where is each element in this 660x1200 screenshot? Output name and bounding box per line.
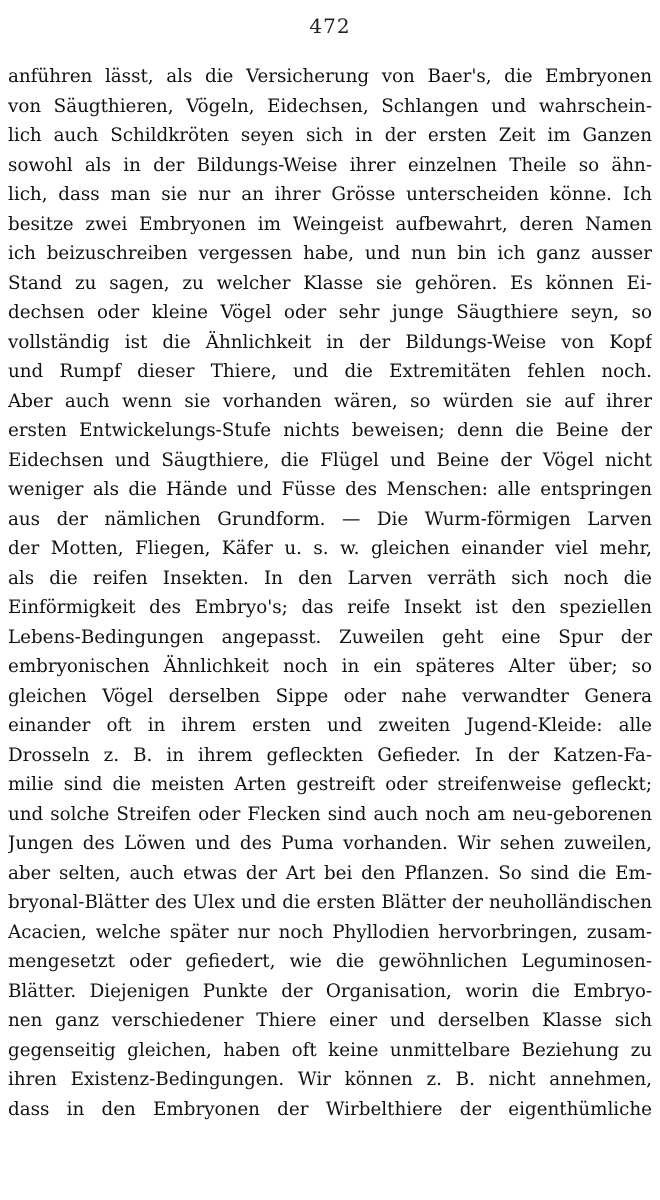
text-line: Acacien, welche später nur noch Phyllodien hervorbringen, zusam- (8, 921, 652, 943)
text-line: bryonal-Blätter des Ulex und die ersten Blätter der neuholländischen (8, 892, 652, 913)
text-line: Stand zu sagen, zu welcher Klasse sie gehören. Es können Ei- (8, 272, 652, 294)
text-line: von Säugthieren, Vögeln, Eidechsen, Schlangen und wahrschein- (8, 95, 652, 117)
text-line: als die reifen Insekten. In den Larven verräth sich noch die (8, 567, 652, 589)
text-line: lich, dass man sie nur an ihrer Grösse unterscheiden könne. Ich (8, 184, 652, 205)
text-line: embryonischen Ähnlichkeit noch in ein späteres Alter über; so (8, 656, 652, 677)
text-line: dass in den Embryonen der Wirbelthiere der eigenthümliche (8, 1098, 652, 1120)
text-line: ersten Entwickelungs-Stufe nichts beweisen; denn die Beine der (8, 420, 652, 441)
text-line: anführen lässt, als die Versicherung von Baer's, die Embryonen (8, 66, 652, 87)
text-line: vollständig ist die Ähnlichkeit in der Bildungs-Weise von Kopf (8, 331, 652, 353)
text-line: Jungen des Löwen und des Puma vorhanden. Wir sehen zuweilen, (8, 833, 652, 854)
text-line: dechsen oder kleine Vögel oder sehr junge Säugthiere seyn, so (8, 302, 652, 323)
text-line: einander oft in ihrem ersten und zweiten Jugend-Kleide: alle (8, 715, 652, 736)
text-line: Blätter. Diejenigen Punkte der Organisation, worin die Embryo- (8, 980, 652, 1002)
text-line: sowohl als in der Bildungs-Weise ihrer einzelnen Theile so ähn- (8, 154, 652, 176)
text-line: nen ganz verschiedener Thiere einer und derselben Klasse sich (8, 1010, 652, 1031)
text-line: weniger als die Hände und Füsse des Menschen: alle entspringen (8, 479, 652, 500)
text-line: aus der nämlichen Grundform. — Die Wurm-förmigen Larven (8, 508, 652, 530)
text-line: ich beizuschreiben vergessen habe, und nun bin ich ganz ausser (8, 243, 652, 264)
text-line: mengesetzt oder gefiedert, wie die gewöhnlichen Leguminosen- (8, 951, 652, 972)
text-line: lich auch Schildkröten seyen sich in der ersten Zeit im Ganzen (8, 125, 652, 146)
text-line: gleichen Vögel derselben Sippe oder nahe verwandter Genera (8, 685, 652, 707)
text-line: Drosseln z. B. in ihrem gefleckten Gefieder. In der Katzen-Fa- (8, 744, 652, 766)
text-line: aber selten, auch etwas der Art bei den Pflanzen. So sind die Em- (8, 862, 652, 884)
text-line: gegenseitig gleichen, haben oft keine unmittelbare Beziehung zu (8, 1039, 652, 1061)
page-number: 472 (309, 14, 351, 38)
text-line: ihren Existenz-Bedingungen. Wir können z. B. nicht annehmen, (8, 1069, 652, 1090)
text-line: milie sind die meisten Arten gestreift oder streifenweise gefleckt; (8, 774, 652, 795)
text-line: Aber auch wenn sie vorhanden wären, so würden sie auf ihrer (8, 390, 652, 412)
text-line: der Motten, Fliegen, Käfer u. s. w. gleichen einander viel mehr, (8, 538, 652, 559)
text-line: besitze zwei Embryonen im Weingeist aufbewahrt, deren Namen (8, 213, 652, 235)
text-line: Lebens-Bedingungen angepasst. Zuweilen geht eine Spur der (8, 626, 652, 648)
text-line: Eidechsen und Säugthiere, die Flügel und Beine der Vögel nicht (8, 449, 652, 471)
text-line: Einförmigkeit des Embryo's; das reife Insekt ist den speziellen (8, 597, 652, 618)
body-text (8, 62, 652, 1124)
text-line: und solche Streifen oder Flecken sind auch noch am neu-geborenen (8, 803, 652, 825)
text-line: und Rumpf dieser Thiere, und die Extremitäten fehlen noch. (8, 361, 652, 382)
